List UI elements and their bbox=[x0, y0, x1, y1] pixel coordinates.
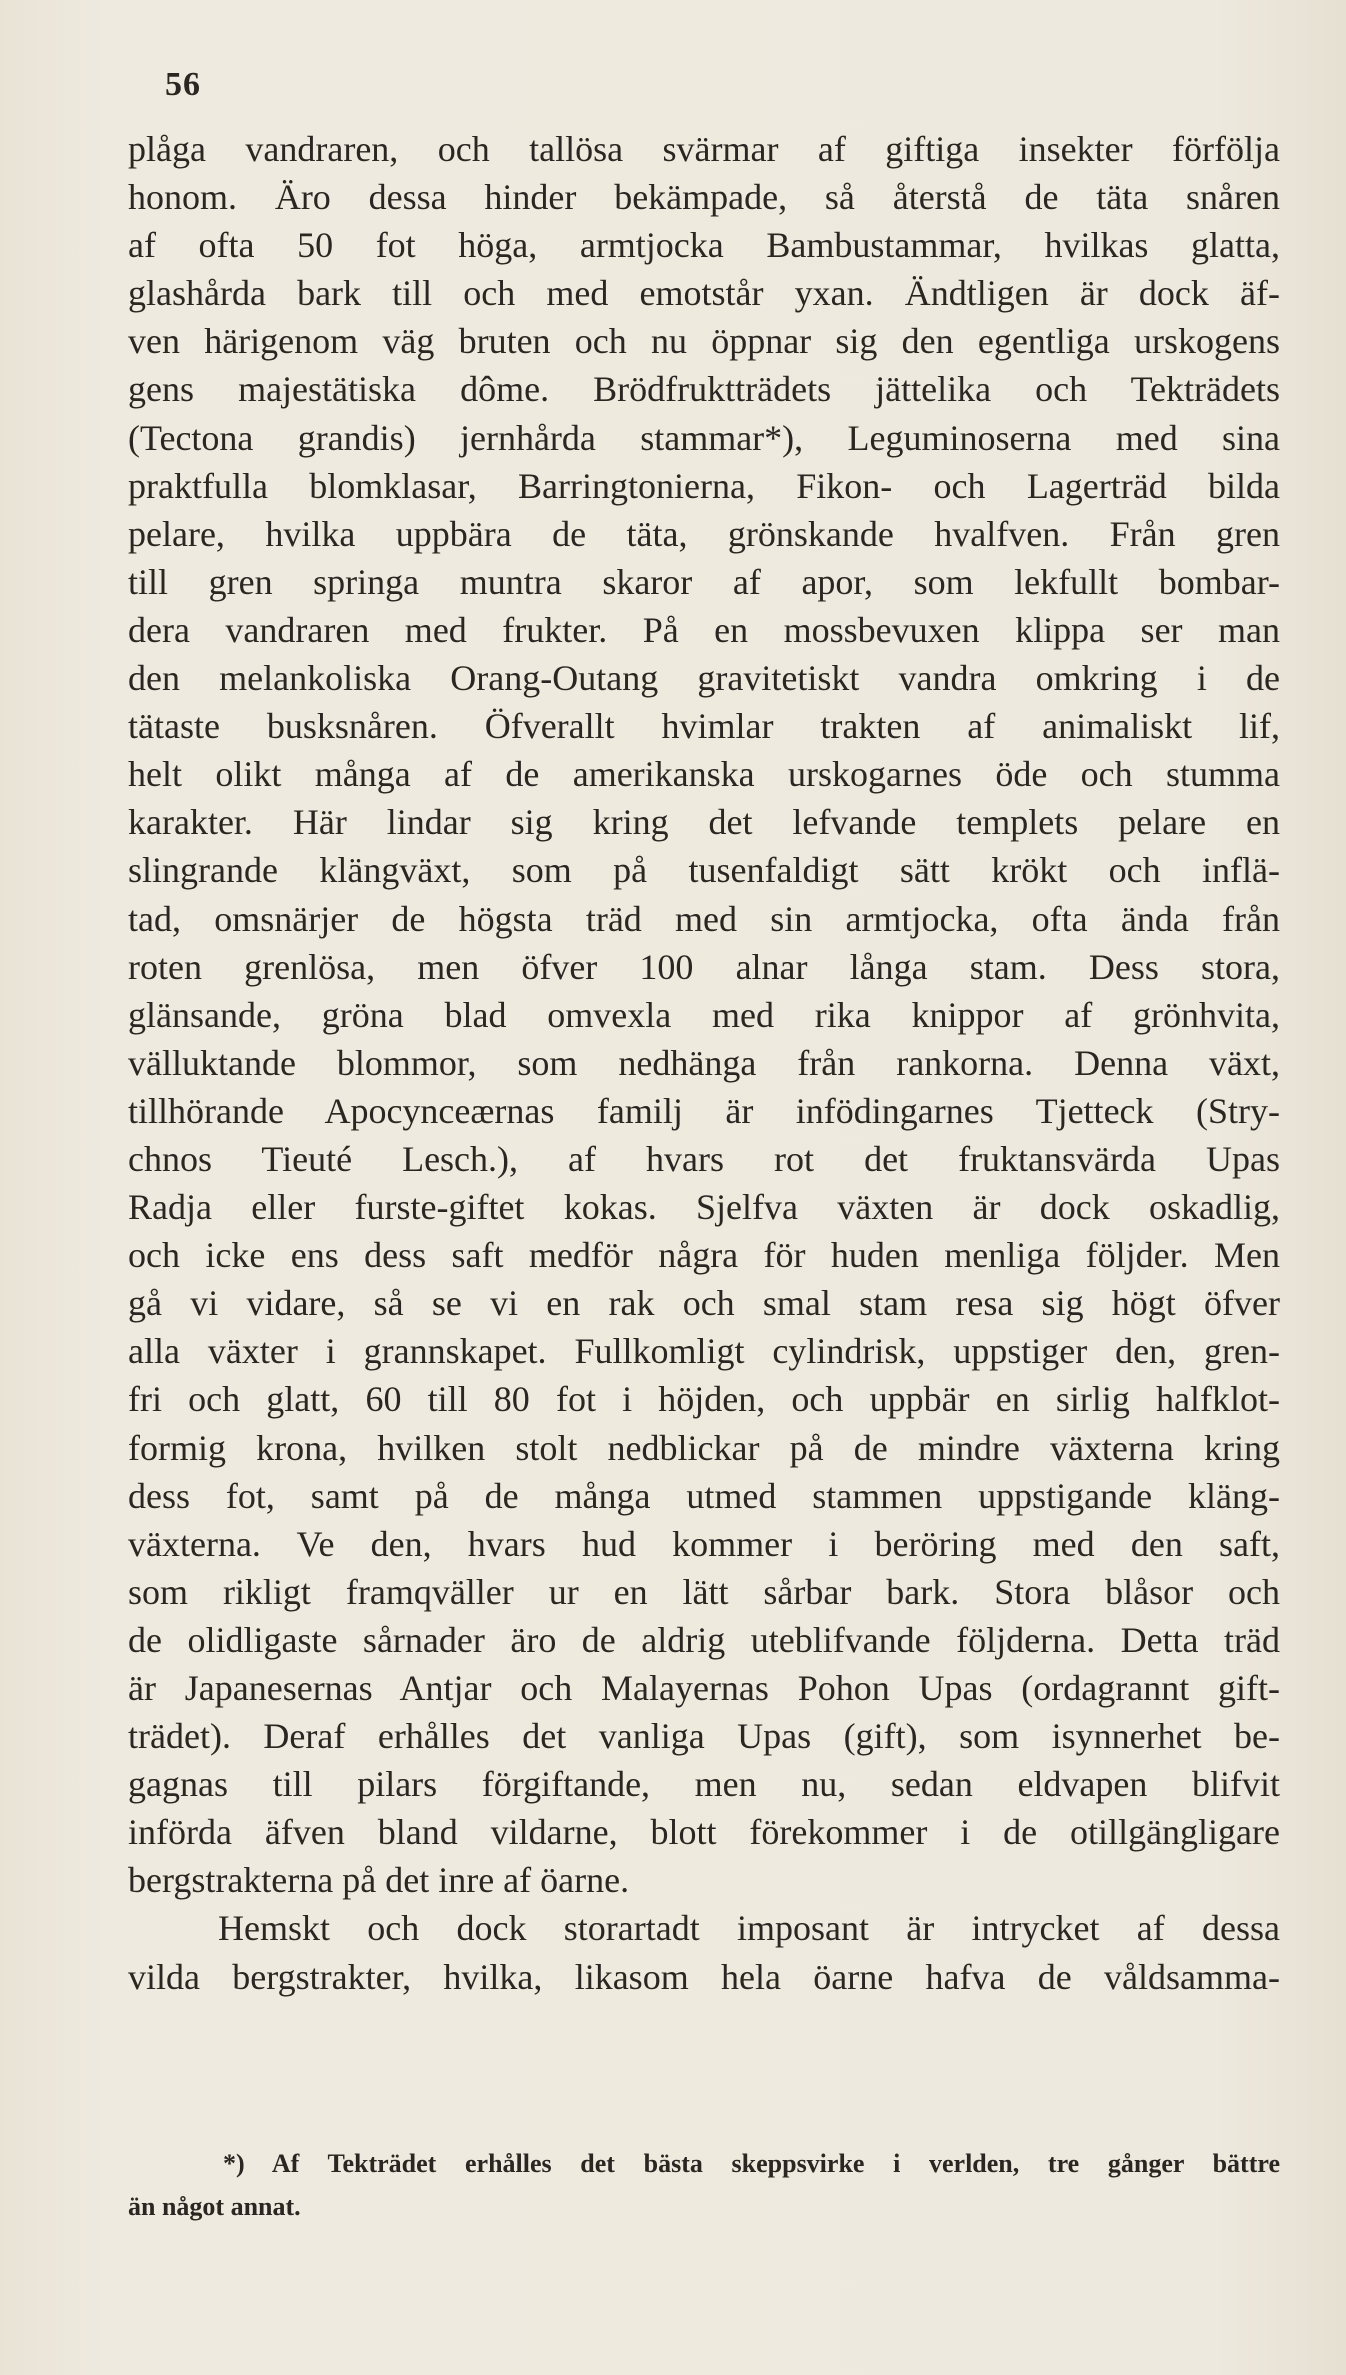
text-line: Hemskt och dock storartadt imposant är intrycket af dessa bbox=[218, 1908, 1280, 1949]
text-line: fri och glatt, 60 till 80 fot i höjden, och uppbär en sirlig halfklot- bbox=[128, 1379, 1280, 1420]
body-text bbox=[128, 125, 1280, 2001]
text-line: gagnas till pilars förgiftande, men nu, sedan eldvapen blifvit bbox=[128, 1764, 1280, 1805]
text-line: ven härigenom väg bruten och nu öppnar sig den egentliga urskogens bbox=[128, 321, 1280, 362]
text-line: (Tectona grandis) jernhårda stammar*), Leguminoserna med sina bbox=[128, 417, 1280, 458]
text-line: trädet). Deraf erhålles det vanliga Upas (gift), som isynnerhet be- bbox=[128, 1716, 1280, 1757]
text-line: chnos Tieuté Lesch.), af hvars rot det fruktansvärda Upas bbox=[128, 1138, 1280, 1179]
text-line: bergstrakterna på det inre af öarne. bbox=[128, 1860, 630, 1901]
text-line: af ofta 50 fot höga, armtjocka Bambustammar, hvilkas glatta, bbox=[128, 225, 1280, 266]
text-line: helt olikt många af de amerikanska urskogarnes öde och stumma bbox=[128, 754, 1280, 795]
text-line: glashårda bark till och med emotstår yxan. Ändtligen är dock äf- bbox=[128, 273, 1280, 314]
text-line: gens majestätiska dôme. Brödfruktträdets jättelika och Tekträdets bbox=[128, 369, 1280, 410]
footnote-line: än något annat. bbox=[128, 2192, 301, 2221]
text-line: glänsande, gröna blad omvexla med rika knippor af grönhvita, bbox=[128, 994, 1280, 1035]
text-line: välluktande blommor, som nedhänga från rankorna. Denna växt, bbox=[128, 1042, 1280, 1083]
text-line: slingrande klängväxt, som på tusenfaldigt sätt krökt och inflä- bbox=[128, 850, 1280, 891]
text-line: är Japanesernas Antjar och Malayernas Pohon Upas (ordagrannt gift- bbox=[128, 1668, 1280, 1708]
text-line: pelare, hvilka uppbära de täta, grönskande hvalfven. Från gren bbox=[128, 513, 1280, 554]
text-line: dera vandraren med frukter. På en mossbevuxen klippa ser man bbox=[128, 609, 1280, 650]
text-line: alla växter i grannskapet. Fullkomligt cylindrisk, uppstiger den, gren- bbox=[128, 1331, 1280, 1372]
page-number: 56 bbox=[165, 66, 201, 103]
text-line: de olidligaste sårnader äro de aldrig uteblifvande följderna. Detta träd bbox=[128, 1619, 1280, 1660]
text-line: karakter. Här lindar sig kring det lefvande templets pelare en bbox=[128, 802, 1280, 843]
text-line: och icke ens dess saft medför några för huden menliga följder. Men bbox=[128, 1235, 1280, 1276]
footnote bbox=[128, 2142, 1280, 2228]
text-line: tätaste busksnåren. Öfverallt hvimlar trakten af animaliskt lif, bbox=[128, 706, 1280, 747]
text-line: praktfulla blomklasar, Barringtonierna, Fikon- och Lagerträd bilda bbox=[128, 465, 1280, 506]
text-line: tad, omsnärjer de högsta träd med sin armtjocka, ofta ända från bbox=[128, 898, 1280, 939]
text-line: plåga vandraren, och tallösa svärmar af giftiga insekter förfölja bbox=[128, 129, 1280, 169]
text-line: som rikligt framqväller ur en lätt sårbar bark. Stora blåsor och bbox=[128, 1571, 1280, 1612]
text-line: införda äfven bland vildarne, blott förekommer i de otillgängligare bbox=[128, 1812, 1280, 1853]
text-line: dess fot, samt på de många utmed stammen uppstigande kläng- bbox=[128, 1475, 1280, 1516]
text-line: vilda bergstrakter, hvilka, likasom hela öarne hafva de våldsamma- bbox=[128, 1956, 1280, 1997]
text-line: Radja eller furste-giftet kokas. Sjelfva växten är dock oskadlig, bbox=[128, 1187, 1280, 1228]
text-line: till gren springa muntra skaror af apor, som lekfullt bombar- bbox=[128, 561, 1280, 602]
text-line: den melankoliska Orang-Outang gravitetiskt vandra omkring i de bbox=[128, 658, 1280, 699]
text-line: formig krona, hvilken stolt nedblickar på de mindre växterna kring bbox=[128, 1427, 1280, 1468]
text-line: växterna. Ve den, hvars hud kommer i beröring med den saft, bbox=[128, 1523, 1280, 1564]
text-line: honom. Äro dessa hinder bekämpade, så återstå de täta snåren bbox=[128, 177, 1280, 218]
text-line: tillhörande Apocynceærnas familj är infödingarnes Tjetteck (Stry- bbox=[128, 1090, 1280, 1131]
text-line: roten grenlösa, men öfver 100 alnar långa stam. Dess stora, bbox=[128, 946, 1280, 987]
footnote-line: *) Af Tekträdet erhålles det bästa skeppsvirke i verlden, tre gånger bättre bbox=[223, 2149, 1280, 2178]
text-line: gå vi vidare, så se vi en rak och smal stam resa sig högt öfver bbox=[128, 1283, 1280, 1324]
